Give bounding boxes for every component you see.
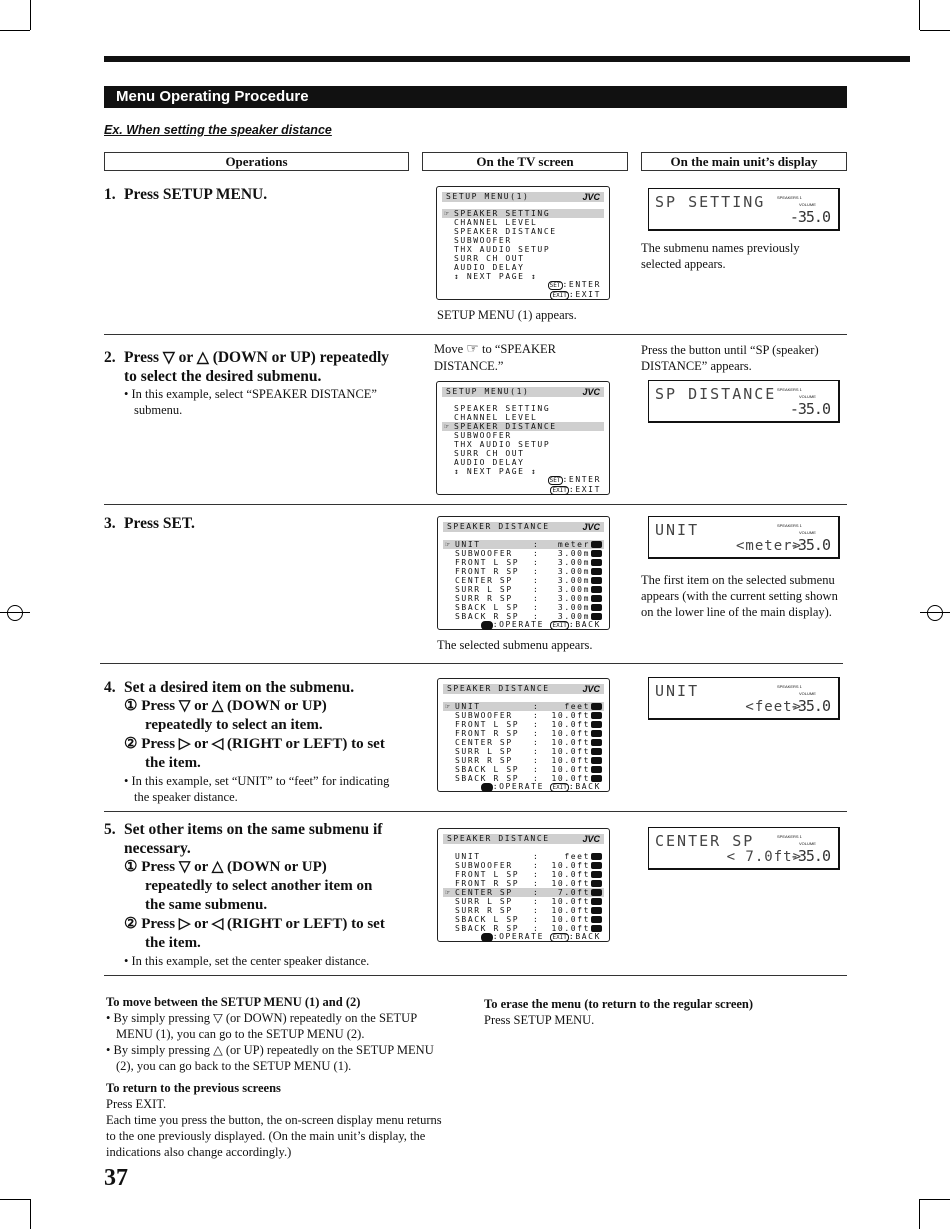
tv-caption: The selected submenu appears. [437,638,593,652]
example-heading: Ex. When setting the speaker distance [104,123,332,137]
tv-screen-speaker-distance-meter: SPEAKER DISTANCE JVC ☞ UNIT : meter SUBWOOFER : 3.00m FRONT L SP : 3.00m FRONT R SP : 3.00m CENTER SP : 3.00m SURR L SP : 3.00m SURR R SP : 3.00m SBACK L SP : 3.00m SBACK R SP : 3.00m ◀▶ :OPERATE EXIT :BACK [437,516,610,630]
tv-screen-speaker-distance-feet: SPEAKER DISTANCE JVC ☞ UNIT : feet SUBWOOFER : 10.0ft FRONT L SP : 10.0ft FRONT R SP : 10.0ft CENTER SP : 10.0ft SURR L SP : 10.0ft SURR R SP : 10.0ft SBACK L SP : 10.0ft SBACK R SP : 10.0ft ◀▶ :OPERATE EXIT :BACK [437,678,610,792]
display-caption: The first item on the selected submenu appears (with the current setting shown on the lower line of the main display). [641,573,838,619]
column-header-tv: On the TV screen [422,152,628,171]
divider [104,504,847,505]
section-header: Menu Operating Procedure [104,86,847,108]
unit-display: UNIT SPEAKERS 1 VOLUME <feet> -35.0 [648,677,840,720]
tv-caption: SETUP MENU (1) appears. [437,308,577,322]
step-5: 5. Set other items on the same submenu if necessary. [104,821,383,857]
unit-display: SP SETTING SPEAKERS 1 VOLUME -35.0 [648,188,840,231]
step-1: 1. Press SETUP MENU. [104,186,268,203]
divider [104,811,847,812]
step-4-substeps: ① Press ▽ or △ (DOWN or UP) repeatedly to select an item. ② Press ▷ or ◁ (RIGHT or LEFT) to set the item. [124,698,385,771]
step-3: 3. Press SET. [104,515,195,532]
unit-display: UNIT SPEAKERS 1 VOLUME <meter> -35.0 [648,516,840,559]
display-caption: The submenu names previously selected appears. [641,241,800,271]
step-5-note: • In this example, set the center speaker distance. [124,954,370,968]
registration-mark-right [927,605,943,621]
step-5-substeps: ① Press ▽ or △ (DOWN or UP) repeatedly to select another item on the same submenu. ② Press ▷ or ◁ (RIGHT or LEFT) to set the item. [124,859,385,951]
tv-screen-speaker-distance-center: SPEAKER DISTANCE JVC UNIT : feet SUBWOOFER : 10.0ft FRONT L SP : 10.0ft FRONT R SP : 10.0ft ☞ CENTER SP : 7.0ft SURR L SP : 10.0ft SURR R SP : 10.0ft SBACK L SP : 10.0ft SBACK R SP : 10.0ft ◀▶ :OPERATE EXIT :BACK [437,828,610,942]
divider [100,663,843,664]
step-4-note: • In this example, set “UNIT” to “feet” for indicating the speaker distance. [124,774,390,804]
registration-mark-left [7,605,23,621]
pointer-hand-icon: ☞ [466,342,479,357]
step-2: 2. Press ▽ or △ (DOWN or UP) repeatedly to select the desired submenu. [104,349,390,385]
display-caption: Press the button until “SP (speaker) DISTANCE” appears. [641,343,819,373]
step-2-note: • In this example, select “SPEAKER DISTANCE” submenu. [124,387,377,417]
column-header-operations: Operations [104,152,409,171]
notes-left: To move between the SETUP MENU (1) and (2) • By simply pressing ▽ (or DOWN) repeatedly on the SETUP MENU (1), you can go to the SETUP MENU (2). • By simply pressing △ (or UP) repeatedly on the SETUP MENU (2), you can go back to the SETUP MENU (1). To return to the previous screens Press EXIT. Each time you press the button, the on-screen display menu returns to the one previously displayed. (On the main unit’s display, the indications also change accordingly.) [106,995,442,1159]
divider [104,975,847,976]
notes-right: To erase the menu (to return to the regular screen) Press SETUP MENU. [484,997,754,1027]
tv-screen-setup-menu-1-distance: SETUP MENU(1) JVC SPEAKER SETTING CHANNEL LEVEL ☞ SPEAKER DISTANCE SUBWOOFER THX AUDIO SETUP SURR CH OUT AUDIO DELAY ↕ NEXT PAGE ↕ SET :ENTER EXIT :EXIT [436,381,610,495]
divider [104,334,847,335]
step-4: 4. Set a desired item on the submenu. [104,679,355,696]
unit-display: CENTER SP SPEAKERS 1 VOLUME < 7.0ft> -35.0 [648,827,840,870]
unit-display: SP DISTANCE SPEAKERS 1 VOLUME -35.0 [648,380,840,423]
top-rule [104,56,910,62]
page-number: 37 [104,1165,128,1191]
column-header-display: On the main unit’s display [641,152,847,171]
tv-screen-setup-menu-1: SETUP MENU(1) JVC ☞ SPEAKER SETTING CHANNEL LEVEL SPEAKER DISTANCE SUBWOOFER THX AUDIO SETUP SURR CH OUT AUDIO DELAY ↕ NEXT PAGE ↕ SET :ENTER EXIT :EXIT [436,186,610,300]
tv-caption: Move ☞ to “SPEAKER DISTANCE.” [434,342,556,373]
